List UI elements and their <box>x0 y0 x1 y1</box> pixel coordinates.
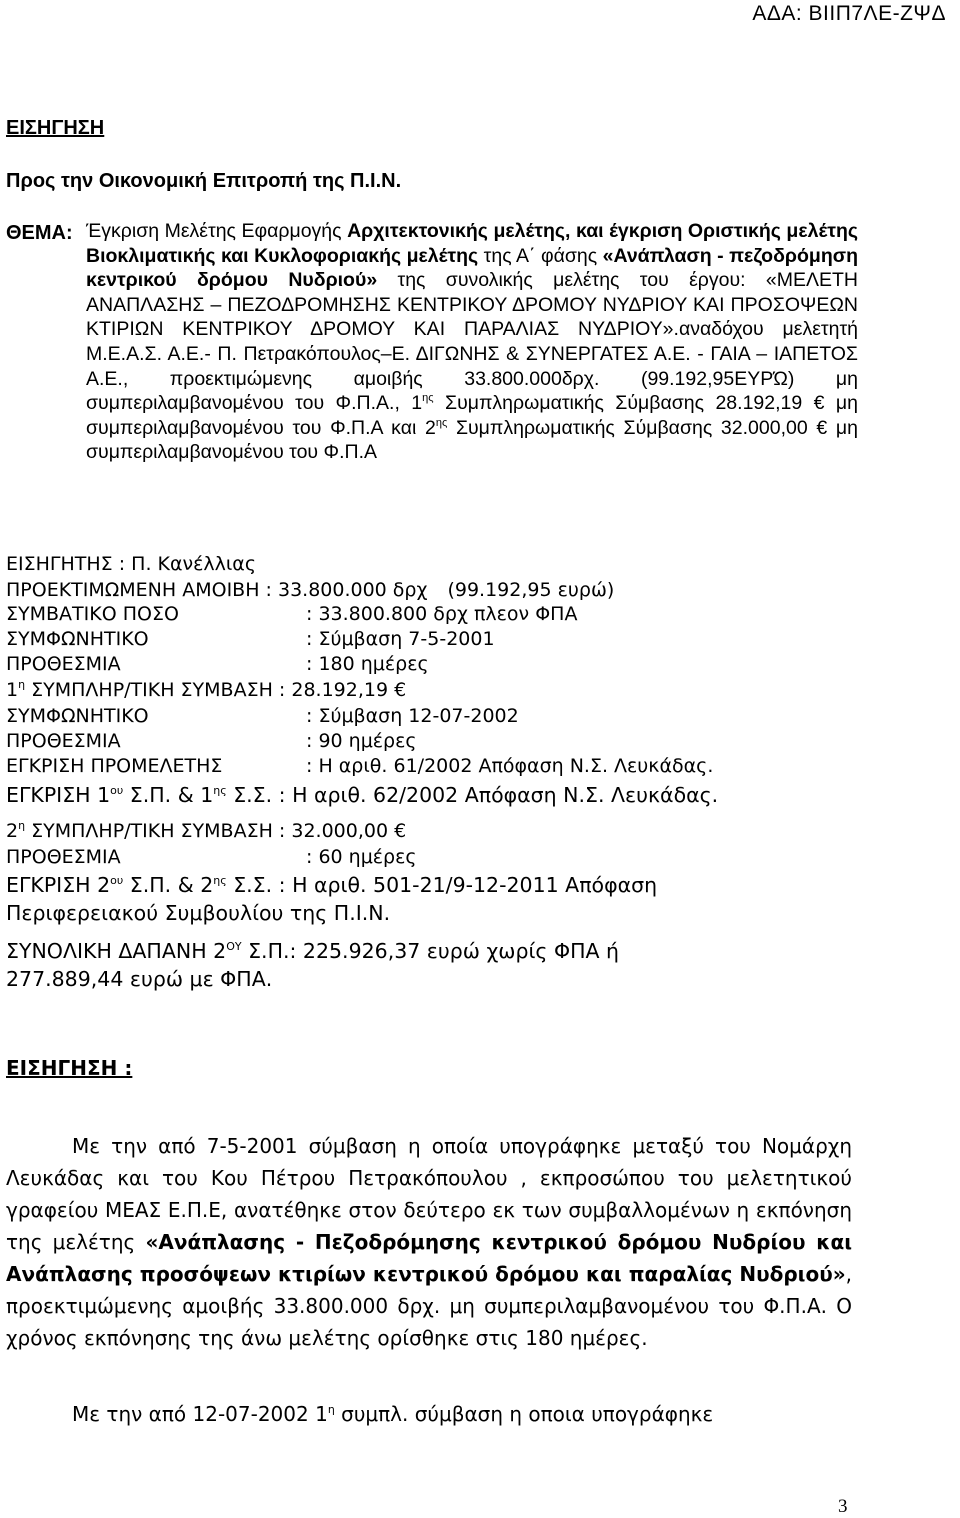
paragraph-2-part: Με την από 12-07-2002 1 <box>72 1402 328 1426</box>
superscript: η <box>327 1403 335 1416</box>
paragraph-2 <box>72 1398 713 1430</box>
deadline-1-value: : 180 ημέρες <box>306 653 429 675</box>
subject-text <box>86 219 858 465</box>
approval-2-part: Σ.Π. & 2 <box>123 873 214 897</box>
paragraph-1-part: Με την από 7-5-2001 σύμβαση η οποία υπογράφηκε μεταξύ του Νομάρχη Λευκάδας και του Κου Πέτρου Πετρακόπουλου , εκπροσώπου του μελετητικού γραφείου ΜΕΑΣ Ε.Π.Ε, ανατέθηκε στον δεύτερο εκ των συμβαλλομένων η εκπόνηση της μελέτης <box>6 1134 852 1254</box>
document-title: ΕΙΣΗΓΗΣΗ <box>6 117 105 139</box>
total-cost-continued: 277.889,44 ευρώ με ΦΠΑ. <box>6 967 273 991</box>
preliminary-approval-label: ΕΓΚΡΙΣΗ ΠΡΟΜΕΛΕΤΗΣ <box>6 755 223 777</box>
deadline-2-value: : 90 ημέρες <box>306 730 417 752</box>
contract-amount-value: : 33.800.800 δρχ πλεον ΦΠΑ <box>306 603 578 625</box>
approval-1 <box>6 782 718 808</box>
agreement-1-label: ΣΥΜΦΩΝΗΤΙΚΟ <box>6 628 149 650</box>
superscript: ης <box>422 392 434 405</box>
approval-1-part: Σ.Π. & 1 <box>123 783 214 807</box>
supplementary-contract-2-text: ΣΥΜΠΛΗΡ/ΤΙΚΗ ΣΥΜΒΑΣΗ : 32.000,00 € <box>25 820 407 842</box>
paragraph-1-part: , προεκτιμώμενης αμοιβής 33.800.000 δρχ. μη συμπεριλαμβανομένου του Φ.Π.Α. Ο χρόνος εκπόνησης της άνω μελέτης ορίσθηκε στις 180 ημέρες. <box>6 1262 852 1350</box>
approval-2-continued: Περιφερειακού Συμβουλίου της Π.Ι.Ν. <box>6 901 391 925</box>
project-title-bold: «Ανάπλασης - Πεζοδρόμησης κεντρικού δρόμου Νυδρίου και Ανάπλασης προσόψεων κτιρίων κεντρικού δρόμου και παραλίας Νυδριού» <box>6 1230 852 1286</box>
superscript: ης <box>435 416 448 429</box>
subject-part: της Α΄ φάσης <box>478 244 603 267</box>
recommendation-heading: ΕΙΣΗΓΗΣΗ : <box>6 1056 133 1080</box>
deadline-3 <box>6 845 417 869</box>
paragraph-1 <box>6 1130 852 1354</box>
deadline-3-label: ΠΡΟΘΕΣΜΙΑ <box>6 846 121 868</box>
deadline-3-value: : 60 ημέρες <box>306 846 417 868</box>
superscript: ης <box>213 874 227 887</box>
deadline-2-label: ΠΡΟΘΕΣΜΙΑ <box>6 730 121 752</box>
subject-part: Συμπληρωματικής Σύμβασης 32.000,00 € μη συμπεριλαμβανομένου του Φ.Π.Α <box>86 416 859 464</box>
ada-code: ΑΔΑ: ΒΙΙΠ7ΛΕ-ΖΨΔ <box>752 2 946 25</box>
recommendation-body <box>6 1130 852 1354</box>
approval-1-part: Σ.Σ. : Η αριθ. 62/2002 Απόφαση Ν.Σ. Λευκάδας. <box>226 783 719 807</box>
superscript: ης <box>213 784 227 797</box>
superscript: ου <box>110 784 124 797</box>
ordinal: 2 <box>6 820 19 842</box>
deadline-1-label: ΠΡΟΘΕΣΜΙΑ <box>6 653 121 675</box>
approval-2-part: Σ.Σ. : Η αριθ. 501-21/9-12-2011 Απόφαση <box>226 873 658 897</box>
paragraph-2-part: συμπλ. σύμβαση η οποια υπογράφηκε <box>334 1402 714 1426</box>
contract-amount <box>6 602 577 626</box>
subject-part: Έγκριση Μελέτης Εφαρμογής <box>86 220 348 242</box>
superscript: ΟΥ <box>226 940 242 953</box>
superscript: ου <box>110 874 124 887</box>
subject-part: Συμπληρωματικής Σύμβασης 28.192,19 € μη συμπεριλαμβανομένου του Φ.Π.Α και 2 <box>86 392 859 439</box>
estimated-fee <box>6 578 614 602</box>
supplementary-contract-2 <box>6 819 406 843</box>
deadline-1 <box>6 652 429 676</box>
subject-bold-part: Αρχιτεκτονικής μελέτης, και έγκριση Οριστικής μελέτης Βιοκλιματικής και Κυκλοφοριακής μελέτης <box>86 220 859 267</box>
contract-amount-label: ΣΥΜΒΑΤΙΚΟ ΠΟΣΟ <box>6 603 179 625</box>
approval-2 <box>6 872 657 898</box>
total-cost <box>6 938 619 964</box>
deadline-2 <box>6 729 417 753</box>
preliminary-approval-value: : Η αριθ. 61/2002 Απόφαση Ν.Σ. Λευκάδας. <box>306 755 714 777</box>
ordinal: 1 <box>6 679 19 701</box>
agreement-2-value: : Σύμβαση 12-07-2002 <box>306 705 519 727</box>
agreement-2 <box>6 704 519 728</box>
estimated-fee-label: ΠΡΟΕΚΤΙΜΩΜΕΝΗ ΑΜΟΙΒΗ : 33.800.000 δρχ <box>6 579 428 601</box>
superscript: η <box>18 678 26 691</box>
rapporteur: ΕΙΣΗΓΗΤΗΣ : Π. Κανέλλιας <box>6 553 256 575</box>
supplementary-contract-1-text: ΣΥΜΠΛΗΡ/ΤΙΚΗ ΣΥΜΒΑΣΗ : 28.192,19 € <box>25 679 407 701</box>
subject-part: της συνολικής μελέτης του έργου: «ΜΕΛΕΤΗ ΑΝΑΠΛΑΣΗΣ – ΠΕΖΟΔΡΟΜΗΣΗΣ ΚΕΝΤΡΙΚΟΥ ΔΡΟΜΟΥ ΝΥΔΡΙΟΥ ΚΑΙ ΠΡΟΣΟΨΕΩΝ ΚΤΙΡΙΩΝ ΚΕΝΤΡΙΚΟΥ ΔΡΟΜΟΥ ΚΑΙ ΠΑΡΑΛΙΑΣ ΝΥΔΡΙΟΥ».αναδόχου μελετητή Μ.Ε.Α.Σ. Α.Ε.- Π. Πετρακόπουλος–Ε. ΔΙΓΩΝΗΣ & ΣΥΝΕΡΓΑΤΕΣ Α.Ε. - ΓΑΙΑ – ΙΑΠΕΤΟΣ Α.Ε., προεκτιμώμενης αμοιβής 33.800.000δρχ. (99.192,95ΕΥΡΏ) μη συμπεριλαμβανομένου του Φ.Π.Α., 1 <box>86 269 858 415</box>
subject-bold-project: «Ανάπλαση - πεζοδρόμηση κεντρικού δρόμου Νυδριού» <box>86 244 858 292</box>
page-number: 3 <box>838 1496 848 1517</box>
subject-label: ΘΕΜΑ: <box>6 222 73 244</box>
agreement-1-value: : Σύμβαση 7-5-2001 <box>306 628 495 650</box>
total-cost-part: ΣΥΝΟΛΙΚΗ ΔΑΠΑΝΗ 2 <box>6 939 227 963</box>
estimated-fee-euro: (99.192,95 ευρώ) <box>447 579 615 601</box>
preliminary-approval <box>6 754 713 778</box>
approval-2-part: ΕΓΚΡΙΣΗ 2 <box>6 873 111 897</box>
agreement-2-label: ΣΥΜΦΩΝΗΤΙΚΟ <box>6 705 149 727</box>
recipient-line: Προς την Οικονομική Επιτροπή της Π.Ι.Ν. <box>6 170 402 192</box>
superscript: η <box>18 819 26 832</box>
agreement-1 <box>6 627 495 651</box>
total-cost-part: Σ.Π.: 225.926,37 ευρώ χωρίς ΦΠΑ ή <box>241 939 620 963</box>
supplementary-contract-1 <box>6 678 406 702</box>
approval-1-part: ΕΓΚΡΙΣΗ 1 <box>6 783 111 807</box>
